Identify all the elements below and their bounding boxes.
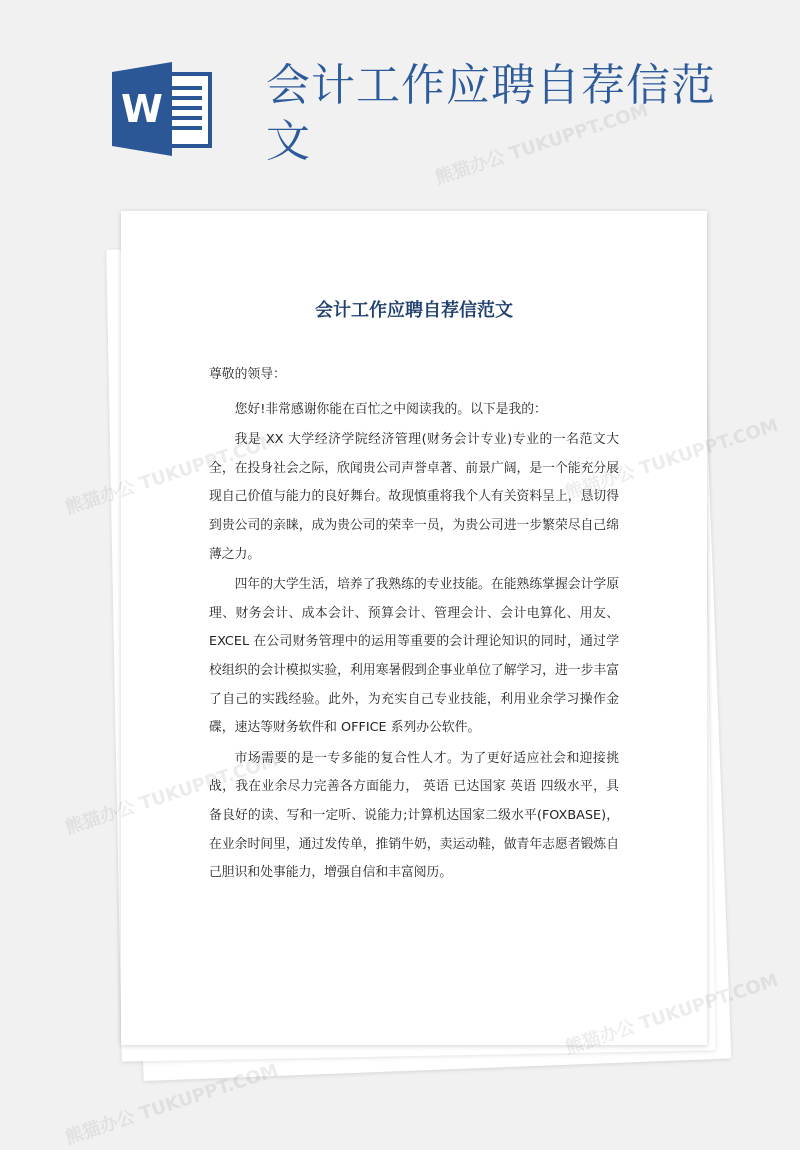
watermark: 熊猫办公 — [62, 796, 138, 839]
header-title: 会计工作应聘自荐信范文 — [266, 60, 716, 167]
watermark: 熊猫办公 TUKUPPT.COM — [62, 1060, 281, 1149]
paragraph-abilities: 市场需要的是一专多能的复合性人才。为了更好适应社会和迎接挑战，我在业余尽力完善各方面能力， 英语 已达国家 英语 四级水平，具备良好的读、写和一定听、说能力;计算机达国家二级水平(FOXBASE)，在业余时间里，通过发传单，推销牛奶，卖运动鞋，做青年志愿者锻炼自己胆识和处事能力，增强自信和丰富阅历。 — [209, 750, 619, 881]
word-logo-letter: W — [121, 87, 163, 131]
document-title: 会计工作应聘自荐信范文 — [315, 300, 513, 321]
header — [0, 0, 800, 200]
watermark: TUKUPPT.COM — [637, 415, 781, 480]
document-page — [121, 211, 707, 1045]
watermark: 熊猫办公 — [62, 476, 138, 519]
word-document-icon — [112, 62, 214, 156]
document-body — [209, 361, 619, 890]
paragraph-skills: 四年的大学生活，培养了我熟练的专业技能。在能熟练掌握会计学原理、财务会计、成本会计、预算会计、管理会计、会计电算化、用友、EXCEL 在公司财务管理中的运用等重要的会计理论知识的同时，通过学校组织的会计模拟实验，利用寒暑假到企事业单位了解学习，进一步丰富了自己的实践经验。此外，为充实自己专业技能，利用业余学习操作金碟，速达等财务软件和 OFFICE 系列办公软件。 — [209, 577, 619, 736]
watermark: 熊猫办公 TUKUPPT.COM — [432, 100, 651, 189]
salutation: 尊敬的领导： — [209, 367, 286, 382]
paragraph-introduction: 我是 XX 大学经济学院经济管理(财务会计专业)专业的一名范文大全，在投身社会之际，欣闻贵公司声誉卓著、前景广阔，是一个能充分展现自己价值与能力的良好舞台。故现慎重将我个人有关资料呈上，恳切得到贵公司的亲睐，成为贵公司的荣幸一员，为贵公司进一步繁荣尽自己绵薄之力。 — [209, 432, 619, 562]
paragraph-greeting: 您好!非常感谢你能在百忙之中阅读我的。以下是我的： — [234, 401, 547, 417]
